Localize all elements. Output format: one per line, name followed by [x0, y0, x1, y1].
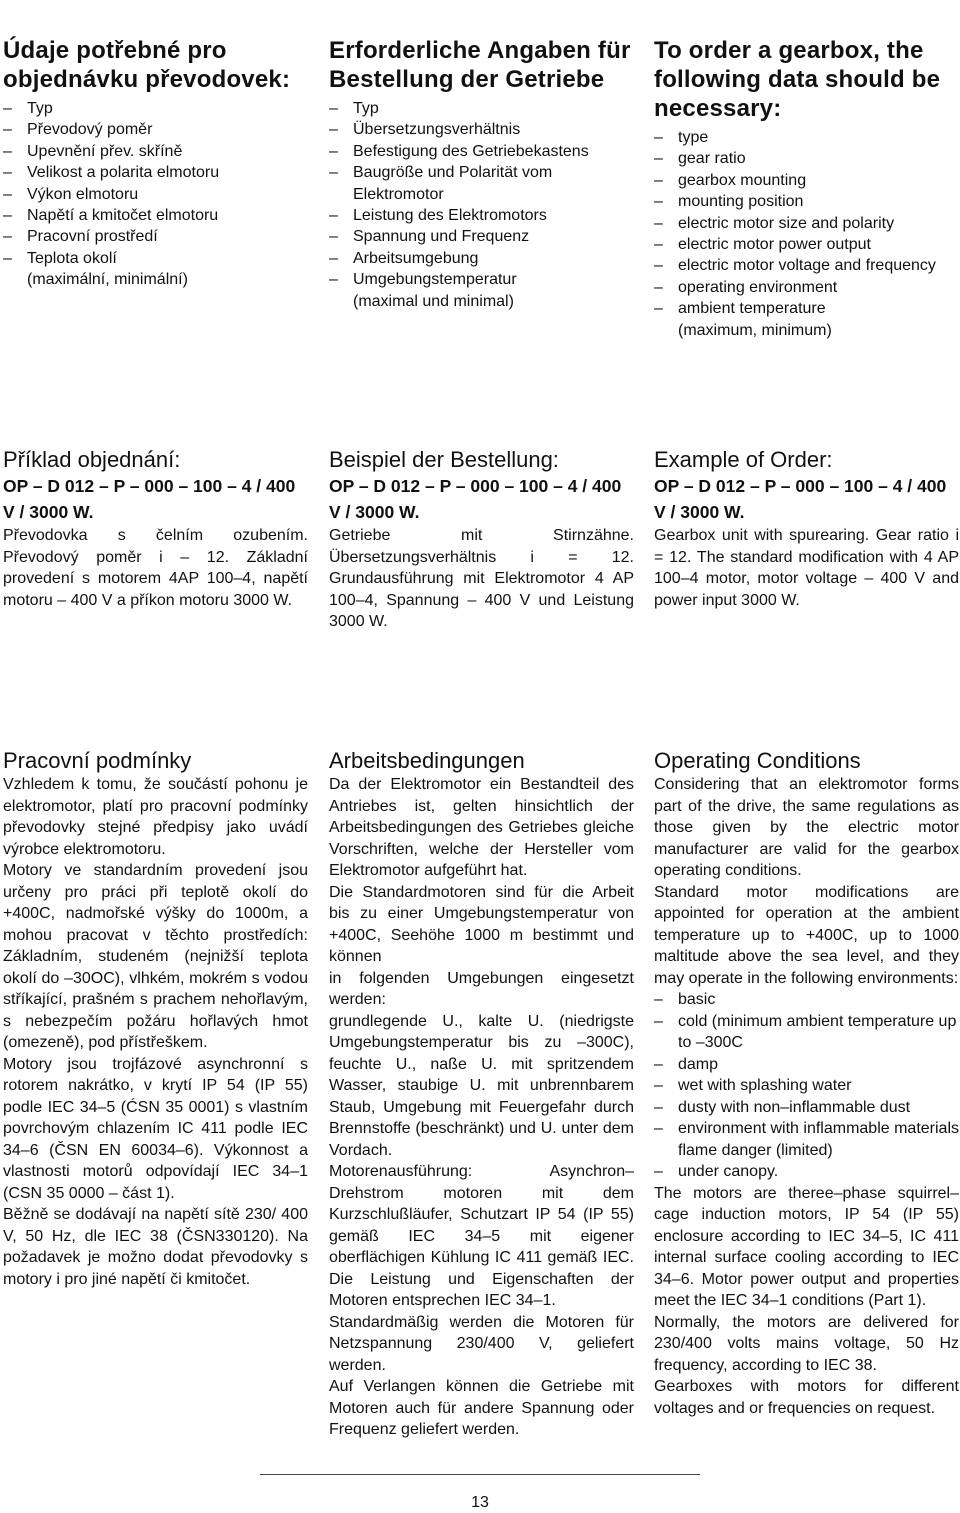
list-item: – Leistung des Elektromotors: [329, 205, 634, 226]
order-data-list: [654, 127, 959, 341]
example-heading: Beispiel der Bestellung:: [329, 447, 559, 472]
paragraph: The motors are theree–phase squirrel–cage induction motors, IP 54 (IP 55) enclosure according to IEC 34–5, IC 411 internal surface cooling according to IEC 34–6. Motor power output and properties meet the IEC 34–1 conditions (Part 1).: [654, 1184, 959, 1309]
list-item: – basic: [654, 989, 959, 1011]
list-item: – environment with inflammable materials flame danger (limited): [654, 1118, 959, 1161]
order-data-list: [329, 98, 634, 312]
list-item: – cold (minimum ambient temperature up to –300C: [654, 1011, 959, 1054]
order-data-de: [329, 36, 634, 312]
list-item: – electric motor power output: [654, 234, 959, 255]
order-data-list: [3, 98, 308, 291]
paragraph: grundlegende U., kalte U. (niedrigste Umgebungstemperatur bis zu –300C), feuchte U., naße U. mit spritzendem Wasser, staubige U. mit unbrennbarem Staub, Umgebung mit Feuergefahr durch Brennstoffe (beschränkt) und U. unter dem Vordach.: [329, 1012, 634, 1159]
order-data-en: [654, 36, 959, 341]
paragraph: Da der Elektromotor ein Bestandteil des Antriebes ist, gelten hinsichtlich der Arbeitsbedingungen des Getriebes gleiche Vorschriften, welche der Hersteller vom Elektromotor aufgeführt hat.: [329, 776, 634, 879]
list-item: – ambient temperature: [654, 298, 959, 319]
footer-rule: [260, 1474, 700, 1475]
list-item: – Baugröße und Polarität vom Elektromotor: [329, 162, 634, 205]
list-note: (maximální, minimální): [27, 271, 188, 289]
example-de: [329, 446, 634, 633]
list-item: – gearbox mounting: [654, 170, 959, 191]
order-code: OP – D 012 – P – 000 – 100 – 4 / 400 V / 3000 W.: [329, 476, 622, 522]
page-number: 13: [471, 1494, 489, 1511]
example-text: Gearbox unit with spurearing. Gear ratio i = 12. The standard modification with 4 AP 100–4 motor, motor voltage – 400 V and power input 3000 W.: [654, 527, 959, 609]
list-item: – Umgebungstemperatur: [329, 269, 634, 290]
list-item: – operating environment: [654, 277, 959, 298]
conditions-en: [654, 747, 959, 1419]
conditions-de: [329, 747, 634, 1441]
list-item: – Teplota okolí: [3, 248, 308, 269]
environment-list: [654, 989, 959, 1183]
list-item: – Übersetzungsverhältnis: [329, 119, 634, 140]
paragraph: Motory jsou trojfázové asynchronní s rotorem nakrátko, v krytí IP 54 (IP 55) podle IEC 34–5 (ĆSN 35 0001) s vlastním povrchovým chlazením IC 411 podle IEC 34–6 (ČSN EN 60034–6). Výkonnost a vlastnosti motorů odpovídají IEC 34–1 (CSN 35 0000 – část 1).: [3, 1055, 308, 1202]
list-item: – Typ: [3, 98, 308, 119]
example-heading: Example of Order:: [654, 447, 833, 472]
list-item: – Pracovní prostředí: [3, 226, 308, 247]
paragraph: Die Standardmotoren sind für die Arbeit bis zu einer Umgebungstemperatur von +400C, Seehöhe 1000 m bestimmt und können: [329, 883, 634, 965]
example-en: [654, 446, 959, 611]
example-text: Převodovka s čelním ozubením. Převodový poměr i – 12. Základní provedení s motorem 4AP 100–4, napětí motoru – 400 V a příkon motoru 3000 W.: [3, 527, 308, 609]
paragraph: in folgenden Umgebungen eingesetzt werden:: [329, 969, 634, 1008]
paragraph: Vzhledem k tomu, že součástí pohonu je elektromotor, platí pro pracovní podmínky převodovky stejné předpisy jako uvádí výrobce elektromotoru.: [3, 776, 308, 858]
paragraph: Motorenausführung: Asynchron–Drehstrom motoren mit dem Kurzschlußläufer, Schutzart IP 54 (IP 55) gemäß IEC 34–5 mit eigener oberflächigen Kühlung IC 411 gemäß IEC. Die Leistung und Eigenschaften der Motoren entsprechen IEC 34–1.: [329, 1163, 634, 1309]
list-item: – Upevnění přev. skříně: [3, 141, 308, 162]
example-heading: Příklad objednání:: [3, 447, 181, 472]
paragraph: Běžně se dodávají na napětí sítě 230/ 400 V, 50 Hz, dle IEC 38 (ČSN330120). Na požadavek je možno dodat převodovky s motory i pro jiné napětí či kmitočet.: [3, 1206, 308, 1288]
order-data-cz: [3, 36, 308, 291]
list-item: – electric motor size and polarity: [654, 213, 959, 234]
paragraph: Gearboxes with motors for different voltages and or frequencies on request.: [654, 1378, 959, 1417]
list-item: – damp: [654, 1054, 959, 1076]
list-item: – Arbeitsumgebung: [329, 248, 634, 269]
paragraph: Normally, the motors are delivered for 230/400 volts mains voltage, 50 Hz frequency, according to IEC 38.: [654, 1313, 959, 1374]
paragraph: Considering that an elektromotor forms part of the drive, the same regulations as those given by the electric motor manufacturer are valid for the gearbox operating conditions.: [654, 776, 959, 879]
list-item: – type: [654, 127, 959, 148]
order-data-heading: Údaje potřebné pro objednávku převodovek:: [3, 37, 291, 93]
list-item: – under canopy.: [654, 1161, 959, 1183]
list-item: – Spannung und Frequenz: [329, 226, 634, 247]
conditions-heading: Pracovní podmínky: [3, 748, 192, 773]
list-item: – Převodový poměr: [3, 119, 308, 140]
example-cz: [3, 446, 308, 611]
conditions-heading: Operating Conditions: [654, 748, 861, 773]
paragraph: Motory ve standardním provedení jsou určeny pro práci při teplotě okolí do +400C, nadmořské výšky do 1000m, a mohou pracovat v těchto prostředích: Základním, studeném (nejnižší teplota okolí do –30OC), vlhkém, mokrém s vodou stříkající, prašném s prachem nehořlavým, s nebezpečím požáru hořlavých hmot (omezeně), pod přístřeškem.: [3, 862, 308, 1051]
list-note: (maximal und minimal): [353, 292, 514, 310]
list-item: – dusty with non–inflammable dust: [654, 1097, 959, 1119]
paragraph: Standard motor modifications are appointed for operation at the ambient temperature up to +400C, up to 1000 maltitude above the sea level, and they may operate in the following environments:: [654, 883, 959, 987]
list-item: – Typ: [329, 98, 634, 119]
paragraph: Auf Verlangen können die Getriebe mit Motoren auch für andere Spannung oder Frequenz geliefert werden.: [329, 1378, 634, 1438]
conditions-heading: Arbeitsbedingungen: [329, 748, 525, 773]
order-data-heading: To order a gearbox, the following data should be necessary:: [654, 37, 941, 122]
conditions-cz: [3, 747, 308, 1290]
list-note: (maximum, minimum): [678, 321, 832, 339]
list-item: – mounting position: [654, 191, 959, 212]
list-item: – electric motor voltage and frequency: [654, 255, 959, 276]
order-code: OP – D 012 – P – 000 – 100 – 4 / 400 V / 3000 W.: [3, 476, 296, 522]
list-item: – Výkon elmotoru: [3, 184, 308, 205]
example-text: Getriebe mit Stirnzähne. Übersetzungsverhältnis i = 12. Grundausführung mit Elektromotor 4 AP 100–4, Spannung – 400 V und Leistung 3000 W.: [329, 527, 634, 630]
list-item: – Velikost a polarita elmotoru: [3, 162, 308, 183]
list-item: – gear ratio: [654, 148, 959, 169]
order-data-heading: Erforderliche Angaben für Bestellung der Getriebe: [329, 37, 631, 93]
list-item: – Befestigung des Getriebekastens: [329, 141, 634, 162]
order-code: OP – D 012 – P – 000 – 100 – 4 / 400 V / 3000 W.: [654, 476, 947, 522]
list-item: – Napětí a kmitočet elmotoru: [3, 205, 308, 226]
paragraph: Standardmäßig werden die Motoren für Netzspannung 230/400 V, geliefert werden.: [329, 1313, 634, 1374]
list-item: – wet with splashing water: [654, 1075, 959, 1097]
